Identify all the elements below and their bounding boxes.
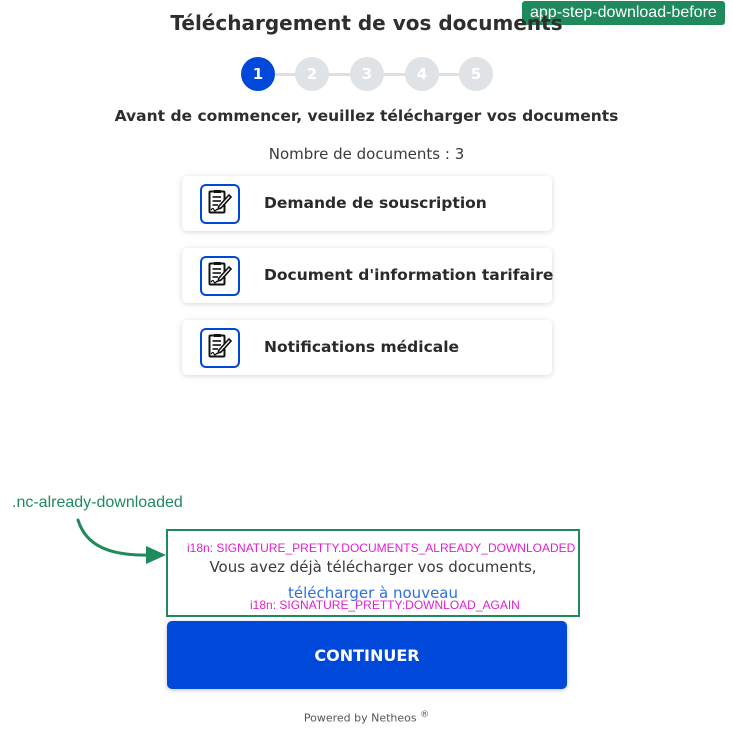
step-5: 5 (459, 57, 493, 91)
annotation-selector-label: .nc-already-downloaded (12, 494, 183, 511)
component-tag-label: app-step-download-before (522, 1, 725, 25)
powered-by-text: Powered by Netheos (303, 711, 417, 725)
step-2: 2 (295, 57, 329, 91)
document-edit-icon (200, 328, 240, 368)
annotation-arrow-icon (70, 516, 170, 566)
step-4: 4 (405, 57, 439, 91)
progress-stepper (241, 57, 493, 91)
step-1: 1 (241, 57, 275, 91)
document-count: Nombre de documents : 3 (268, 145, 465, 163)
powered-by-footer (0, 710, 733, 725)
document-card-subscription[interactable] (182, 176, 552, 231)
page-title: Téléchargement de vos documents (170, 11, 563, 35)
step-3: 3 (350, 57, 384, 91)
document-card-pricing[interactable] (182, 248, 552, 303)
document-label: Demande de souscription (264, 194, 487, 212)
document-label: Notifications médicale (264, 338, 460, 356)
i18n-key-label: i18n: SIGNATURE_PRETTY:DOWNLOAD_AGAIN (250, 598, 520, 612)
document-card-medical[interactable] (182, 320, 552, 375)
download-again-link[interactable]: télécharger à nouveau (288, 584, 458, 602)
already-downloaded-text: Vous avez déjà télécharger vos documents, (209, 558, 537, 576)
instructions-text: Avant de commencer, veuillez télécharger vos documents (114, 107, 619, 125)
document-label: Document d'information tarifaire (264, 266, 554, 284)
document-edit-icon (200, 256, 240, 296)
i18n-key-label: i18n: SIGNATURE_PRETTY.DOCUMENTS_ALREADY_DOWNLOADED (187, 541, 576, 555)
document-edit-icon (200, 184, 240, 224)
registered-mark: ® (420, 710, 430, 720)
already-downloaded-box (166, 529, 580, 617)
continue-button[interactable]: CONTINUER (167, 621, 567, 689)
